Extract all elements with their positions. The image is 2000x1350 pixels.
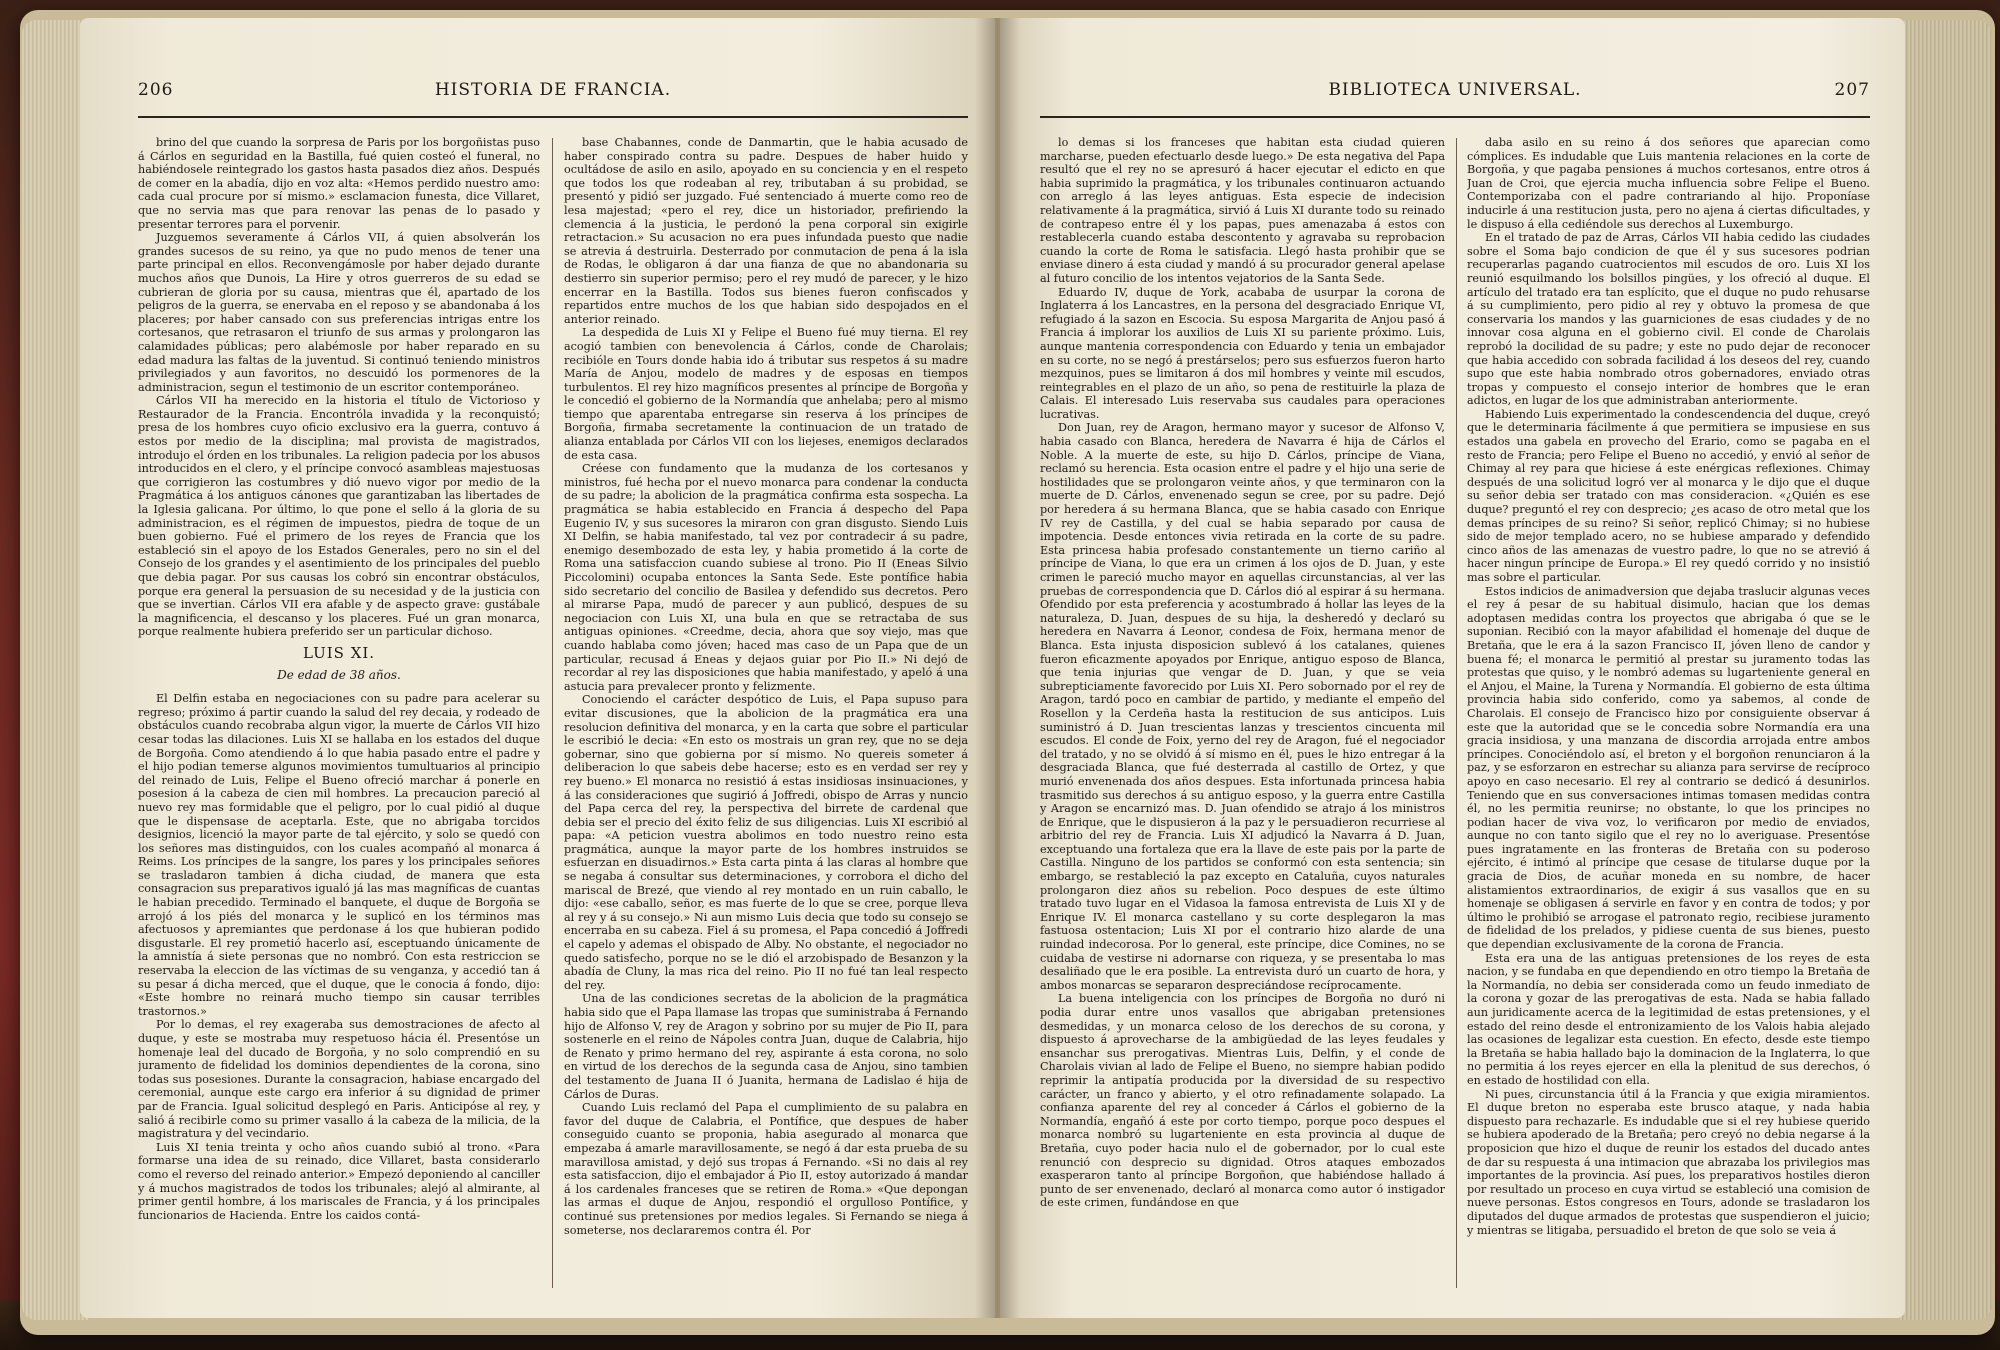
header-rule	[1040, 116, 1870, 118]
left-page	[80, 18, 995, 1318]
left-page-header	[138, 80, 968, 114]
paragraph: En el tratado de paz de Arras, Cárlos VII habia cedido las ciudades sobre el Soma bajo condicion de que él y sus sucesores podrian recuperarlas pagando cuatrocientos mil escudos de oro. Luis XI los reunió esquilmando los bolsillos pingües, y los ofreció al duque. El artículo del tratado era tan esplícito, que el duque no pudo rehusarse á su cumplimiento, pero pidio al rey y obtuvo la promesa de que conservaria los mandos y las guarniciones de esas ciudades y de no innovar cosa alguna en el gobierno civil. El conde de Charolais reprobó la docilidad de su padre; y este no pudo dejar de reconocer que habia accedido con sobrada facilidad á los deseos del rey, cuando supo que este habia nombrado otros gobernadores, enviado otras tropas y compuesto el consejo interior de hombres que le eran adictos, en lugar de los que administraban anteriormente.	[1467, 231, 1870, 408]
paragraph: Don Juan, rey de Aragon, hermano mayor y sucesor de Alfonso V, habia casado con Blanca, heredera de Navarra é hija de Cárlos el Noble. A la muerte de este, su hijo D. Cárlos, príncipe de Viana, reclamó su herencia. Esta ocasion entre el padre y el hijo una serie de hostilidades que se prolongaron veinte años, y que terminaron con la muerte de D. Cárlos, envenenado segun se cree, por su padre. Dejó por heredera á su hermana Blanca, que se habia casado con Enrique IV rey de Castilla, y del cual se habia separado por causa de impotencia. Desde entonces vivia retirada en la corte de su padre. Esta princesa habia profesado constantemente un tierno cariño al príncipe de Viana, lo que era un crimen á los ojos de D. Juan, y este crimen le pareció mucho mayor en aquellas circunstancias, al ver las pruebas de correspondencia que D. Cárlos dió al espirar á su hermana. Ofendido por esta preferencia y acostumbrado á hollar las leyes de la naturaleza, D. Juan, despues de su hija, la desheredó y declaró su heredera en Navarra á Leonor, condesa de Foix, hermana menor de Blanca. Esta injusta disposicion sublevó á los catalanes, quienes fueron eficazmente apoyados por Enrique, antiguo esposo de Blanca, que tenia injurias que vengar de D. Juan, y que se veia subrepticiamente favorecido por Luis XI. Pero sobornado por el rey de Aragon, tardó poco en cambiar de partido, y mediante el empeño del Rosellon y la Cerdeña hasta la restitucion de sus anticipos. Luis suministró á D. Juan trescientas lanzas y trescientos cincuenta mil escudos. El conde de Foix, yerno del rey de Aragon, fué el negociador del tratado, y no se olvidó á sí mismo en él, pues le hizo entregar á la desgraciada Blanca, que fué desterrada al castillo de Ortez, y que murió envenenada dos años despues. Esta infortunada princesa habia trasmitido sus derechos á su antiguo esposo, y la guerra entre Castilla y Aragon se encarnizó mas. D. Juan ofendido se atrajo á los ministros de Enrique, que le dispusieron á la paz y le persuadieron recurriese al arbitrio del rey de Francia. Luis XI adjudicó la Navarra á D. Juan, exceptuando una fortaleza que era la llave de este pais por la parte de Castilla. Ninguno de los partidos se conformó con esta sentencia; sin embargo, se restableció la paz excepto en Cataluña, cuyos naturales prolongaron diez años su rebelion. Poco despues de este último tratado tuvo lugar en el Vidasoa la famosa entrevista de Luis XI y de Enrique IV. El monarca castellano y su corte desplegaron la mas fastuosa ostentacion; Luis XI por el contrario hizo alarde de una ruindad indecorosa. Por lo general, este príncipe, dice Comines, no se cuidaba de vestirse ni adornarse con riqueza, y se presentaba lo mas desaliñado que le era posible. La entrevista duró un cuarto de hora, y ambos monarcas se separaron despreciándose recíprocamente.	[1040, 421, 1445, 992]
section-subtitle: De edad de 38 años.	[277, 667, 401, 682]
header-rule	[138, 116, 968, 118]
page-number: 206	[138, 80, 174, 100]
paragraph: Cuando Luis reclamó del Papa el cumplimiento de su palabra en favor del duque de Calabria, el Pontífice, que despues de haber conseguido cuanto se proponia, habia asegurado al monarca que empezaba á amarle maravillosamente, se negó á dar esta prueba de su maravillosa amistad, y dejó sus tropas á Fernando. «Si no dais al rey esta satisfaccion, dijo el embajador á Pio II, estoy autorizado á mandar á los cardenales franceses que se retiren de Roma.» «Que depongan las armas el duque de Anjou, respondió el orgulloso Pontífice, y continué sus pretensiones por medios legales. Si Fernando se niega á someterse, nos declararemos contra él. Por	[564, 1101, 968, 1237]
paragraph: Por lo demas, el rey exageraba sus demostraciones de afecto al duque, y este se mostraba muy respetuoso hácia él. Presentóse un homenaje leal del ducado de Borgoña, y no solo comprendió en su juramento de fidelidad los dominios dependientes de la corona, sino todas sus posesiones. Durante la consagracion, habiase encargado del ceremonial, aunque este cargo era inferior á su dignidad de primer par de Francia. Igual solicitud desplegó en Paris. Anticipóse al rey, y salió á recibirle como su primer vasallo á la cabeza de la milicia, de la magistratura y del vecindario.	[138, 1018, 540, 1141]
right-column-2	[1467, 136, 1870, 1296]
paragraph: La buena inteligencia con los príncipes de Borgoña no duró ni podia durar entre unos vasallos que abrigaban pretensiones desmedidas, y un monarca celoso de los derechos de su corona, y dispuesto á aprovecharse de la ambigüedad de las leyes feudales y ensanchar sus prerogativas. Mientras Luis, Delfin, y el conde de Charolais vivian al lado de Felipe el Bueno, no siempre habian podido reprimir la antipatía producida por la diversidad de su respectivo carácter, un franco y abierto, y el otro refinadamente solapado. La confianza aparente del rey al conceder á Cárlos el gobierno de la Normandía, engañó á este por corto tiempo, porque poco despues el monarca nombró su lugarteniente en esta provincia al duque de Bretaña, cuyo poder hacia nulo el de gobernador, por lo cual este renunció con desprecio su dignidad. Otros ataques embozados exasperaron tanto al príncipe Borgoñon, que habiéndose hallado á punto de ser envenenado, declaró al monarca como autor ó instigador de este crimen, fundándose en que	[1040, 992, 1445, 1210]
paragraph-group	[564, 136, 968, 1237]
paragraph: Luis XI tenia treinta y ocho años cuando subió al trono. «Para formarse una idea de su reinado, dice Villaret, basta considerarlo como el reverso del reinado anterior.» Empezó deponiendo al canciller y á muchos magistrados de todos los tribunales; alejó al almirante, al primer gentil hombre, á los mariscales de Francia, y á los principales funcionarios de Hacienda. Entre los caidos contá-	[138, 1140, 540, 1222]
column-rule	[552, 138, 553, 1288]
paragraph-group	[138, 692, 540, 1222]
left-column-1	[138, 136, 540, 1296]
paragraph: Estos indicios de animadversion que dejaba traslucir algunas veces el rey á pesar de su habitual disimulo, hacian que los demas adoptasen medidas contra los proyectos que abrigaba ó que se le suponian. Recibió con la mayor afabilidad el homenaje del duque de Bretaña, que le era á la sazon Francisco II, jóven lleno de candor y buena fé; el monarca le permitió al prestar su juramento todas las protestas que quiso, y le nombró ademas su lugarteniente general en el Anjou, el Maine, la Turena y Normandía. El gobierno de esta última provincia habia sido conferido, como ya sabemos, al conde de Charolais. El consejo de Francisco hizo por consiguiente observar á este que la autoridad que se le concedia sobre Normandía era una gracia insidiosa, y una manzana de discordia arrojada entre ambos príncipes. Conociéndolo así, el breton y el borgoñon renunciaron á la paz, y se esforzaron en estrechar su alianza para servirse de recíproco apoyo en caso necesario. El rey al contrario se dedicó á desunirlos. Teniendo que en sus conversaciones intimas tomasen medidas contra él, no les permitia reunirse; no obstante, lo que los principes no podian hacer de viva voz, lo verificaron por medio de enviados, aunque no con tanto sigilo que el rey no lo averiguase. Presentóse pues ingratamente en las fronteras de Bretaña con su poderoso ejército, é intimó al príncipe que cesase de titularse duque por la gracia de Dios, de acuñar moneda en su nombre, de hacer alistamientos extraordinarios, de exigir á sus vasallos que en su homenaje se obligasen á servirle en favor y en contra de todos; y por último le prohibió se arrogase el patronato regio, recibiese juramento de fidelidad de los prelados, y pidiese cuenta de sus bienes, puesto que dependian exclusivamente de la corona de Francia.	[1467, 584, 1870, 952]
right-page-edges	[1900, 20, 1992, 1320]
paragraph: Créese con fundamento que la mudanza de los cortesanos y ministros, fué hecha por el nuevo monarca para condenar la conducta de su padre; la abolicion de la pragmática confirma esta sospecha. La pragmática se habia establecido en Francia á despecho del Papa Eugenio IV, y sus sucesores la miraron con gran disgusto. Siendo Luis XI Delfin, se habia manifestado, tal vez por contradecir á su padre, enemigo desembozado de esta ley, y habia prometido á la corte de Roma una satisfaccion cuando subiese al trono. Pio II (Eneas Silvio Piccolomini) ocupaba entonces la Santa Sede. Este pontífice habia sido secretario del concilio de Basilea y defendido sus decretos. Pero al mirarse Papa, mudó de parecer y aun publicó, despues de su negociacion con Luis XI, una bula en que se retractaba de sus antiguas opiniones. «Creedme, decia, ahora que soy viejo, mas que cuando hablaba como jóven; haced mas caso de un Papa que de un particular, recusad á Eneas y dejaos guiar por Pio II.» Ni dejó de recordar al rey las disposiciones que habia manifestado, y apeló á una astucia para prevalecer pronto y felizmente.	[564, 462, 968, 693]
paragraph: lo demas si los franceses que habitan esta ciudad quieren marcharse, pueden efectuarlo desde luego.» De esta negativa del Papa resultó que el rey no se apresuró á hacer ejecutar el edicto en que habia suprimido la pragmática, y los tribunales continuaron actuando con arreglo á las leyes antiguas. Esta especie de indecision relativamente á la pragmática, sirvió á Luis XI durante todo su reinado de contrapeso entre él y los papas, pues amenazaba á estos con restablecerla cuando estaba descontento y agravaba su reprobacion cuando la corte de Roma le satisfacia. Llegó hasta prohibir que se enviase dinero á esta ciudad y mandó á su procurador general apelase al futuro concilio de los intentos vejatorios de la Santa Sede.	[1040, 136, 1445, 285]
paragraph: daba asilo en su reino á dos señores que aparecian como cómplices. Es indudable que Luis mantenia relaciones en la corte de Borgoña, y que pagaba pensiones á muchos cortesanos, entre otros á Juan de Croi, que ejercia mucha influencia sobre Felipe el Bueno. Contemporizaba con el padre contrariando al hijo. Proponíase inducirle á una restitucion justa, pero no ajena á ciertas dificultades, y le dispuso á ella cediéndole sus derechos al Luxemburgo.	[1467, 136, 1870, 231]
book-gutter	[975, 18, 1020, 1318]
paragraph: Conociendo el carácter despótico de Luis, el Papa supuso para evitar discusiones, que la abolicion de la pragmática era una resolucion definitiva del monarca, y en la carta que sobre el particular le escribió le decia: «En esto os mostrais un gran rey, que no se deja gobernar, sino que gobierna por sí mismo. No quereis someter á deliberacion lo que sabeis debe hacerse; esto es en verdad ser rey y rey bueno.» El monarca no resistió á estas insidiosas insinuaciones, y á las consideraciones que sugirió á Joffredi, obispo de Arras y nuncio del Papa cerca del rey, la perspectiva del birrete de cardenal que debia ser el precio del éxito feliz de sus diligencias. Luis XI escribió al papa: «A peticion vuestra abolimos en todo nuestro reino esta pragmática, aunque la mayor parte de los hombres instruidos se esfuerzan en disuadirnos.» Esta carta pinta á las claras al hombre que se negaba á consultar sus determinaciones, y corrobora el dicho del mariscal de Brezé, que viendo al rey montado en un ruin caballo, le dijo: «ese caballo, señor, es mas fuerte de lo que se cree, porque lleva al rey y á su consejo.» Ni aun mismo Luis decia que todo su consejo se encerraba en su cabeza. Fiel á su promesa, el Papa concedió á Joffredi el capelo y ademas el obispado de Alby. No obstante, el negociador no quedo satisfecho, porque no se le dió el arzobispado de Besanzon y la abadía de Cluny, la mas rica del reino. Pio II no fué tan leal respecto del rey.	[564, 693, 968, 992]
left-column-2	[564, 136, 968, 1296]
paragraph-group	[1467, 136, 1870, 1237]
paragraph: Eduardo IV, duque de York, acababa de usurpar la corona de Inglaterra á los Lancastres, en la persona del desgraciado Enrique VI, refugiado á la sazon en Escocia. Su esposa Margarita de Anjou pasó á Francia á implorar los auxilios de Luis XI su pariente próximo. Luis, aunque mantenia correspondencia con Eduardo y tenia un embajador en su corte, no se negó á prestárselos; pero sus esfuerzos fueron harto mezquinos, pues se limitaron á dos mil hombres y veinte mil escudos, reintegrables en el plazo de un año, so pena de restituirle la plaza de Calais. El interesado Luis reservaba sus caudales para operaciones lucrativas.	[1040, 285, 1445, 421]
left-page-edges	[22, 20, 88, 1320]
paragraph: base Chabannes, conde de Danmartin, que le habia acusado de haber conspirado contra su padre. Despues de haber huido y ocultádose de asilo en asilo, apoyado en su conciencia y en el respeto que todos los que rodeaban al rey, tributaban á su probidad, se presentó y pidió ser juzgado. Fué sentenciado á muerte como reo de lesa majestad; «pero el rey, dice un historiador, prefiriendo la clemencia á la justicia, le perdonó la pena corporal sin exigirle retractacion.» Su acusacion no era pues infundada puesto que nadie se atrevia á destruirla. Desterrado por conmutacion de pena á la isla de Rodas, le obligaron á dar una fianza de que no abandonaria su destierro sin superior permiso; pero el rey mudó de parecer, y le hizo encerrar en la Bastilla. Todos sus bienes fueron confiscados y repartidos entre muchos de los que habian sido despojados en el anterior reinado.	[564, 136, 968, 326]
paragraph: Esta era una de las antiguas pretensiones de los reyes de esta nacion, y se fundaba en que dependiendo en otro tiempo la Bretaña de la Normandía, no debia ser considerada como un feudo inmediato de la corona y gozar de las prerogativas de esta. Nada se habia fallado aun juridicamente acerca de la legitimidad de estas pretensiones, y el estado del reino desde el entronizamiento de los Valois habia alejado las ocasiones de legalizar esta cuestion. En efecto, desde este tiempo la Bretaña se habia hallado bajo la dominacion de la Inglaterra, lo que no permitia á los reyes ejercer en ella la plenitud de sus derechos, ó en estado de hostilidad con ella.	[1467, 951, 1870, 1087]
paragraph: Una de las condiciones secretas de la abolicion de la pragmática habia sido que el Papa llamase las tropas que suministraba á Fernando hijo de Alfonso V, rey de Aragon y sobrino por su mujer de Pio II, para sostenerle en el reino de Nápoles contra Juan, duque de Calabria, hijo de Renato y primo hermano del rey, aspirante á esta corona, no solo en virtud de los derechos de la segunda casa de Anjou, sino tambien del testamento de Juana II ó Juanita, hermana de Ladislao é hija de Cárlos de Duras.	[564, 992, 968, 1101]
running-title: HISTORIA DE FRANCIA.	[434, 80, 672, 100]
right-column-1	[1040, 136, 1445, 1296]
paragraph: La despedida de Luis XI y Felipe el Bueno fué muy tierna. El rey acogió tambien con benevolencia á Cárlos, conde de Charolais; recibióle en Tours donde habia ido á tributar sus respetos á su madre María de Anjou, modelo de madres y de esposas en tiempos turbulentos. El rey hizo magníficos presentes al príncipe de Borgoña y le concedió el gobierno de la Normandía que anhelaba; pero al mismo tiempo que aparentaba entregarse sin reserva á los príncipes de Borgoña, firmaba secretamente la continuacion de un tratado de alianza entablada por Cárlos VII con los liejeses, enemigos declarados de esta casa.	[564, 326, 968, 462]
paragraph: Habiendo Luis experimentado la condescendencia del duque, creyó que le determinaria fácilmente á que permitiera se impusiese en sus estados una gabela en provecho del Erario, como se pagaba en el resto de Francia; pero Felipe el Bueno no accedió, y envió al señor de Chimay al rey para que hiciese á este enérgicas reflexiones. Chimay después de una solicitud logró ver al monarca y le dijo que el duque su señor debia ser tratado con mas consideracion. «¿Quién es ese duque? preguntó el rey con desprecio; ¿es acaso de otro metal que los demas príncipes de su reino? Si señor, replicó Chimay; si no hubiese sido de mejor templado acero, no se hubiese amparado y defendido cinco años de las amenazas de vuestro padre, lo que no se atrevió á hacer ningun príncipe de Europa.» El rey quedó corrido y no insistió mas sobre el particular.	[1467, 407, 1870, 584]
paragraph: Ni pues, circunstancia útil á la Francia y que exigia miramientos. El duque breton no esperaba este brusco ataque, y nada habia dispuesto para rechazarle. Es indudable que si el rey hubiese querido se hubiera apoderado de la Bretaña; pero creyó no debia negarse á la proposicion que hizo el duque de reunir los estados del ducado antes de dar su respuesta á una intimacion que abrazaba los privilegios mas importantes de la provincia. Así pues, los preparativos hostiles dieron por resultado un proceso en cuya virtud se estableció una comision de nueve personas. Estos congresos en Tours, adonde se trasladaron los diputados del duque armados de protestas que suspendieron el juicio; y mientras se litigaba, persuadido el breton de que solo se veia á	[1467, 1087, 1870, 1237]
page-number: 207	[1834, 80, 1870, 100]
paragraph-group	[138, 136, 540, 639]
paragraph-group	[1040, 136, 1445, 1210]
paragraph: Juzguemos severamente á Cárlos VII, á quien absolverán los grandes sucesos de su reino, ya que no pudo menos de tener una parte principal en ellos. Reconvengámosle por haber dejado durante muchos años que Dunois, La Hire y otros guerreros de su edad se cubrieran de gloria por su causa, mientras que él, apartado de los peligros de la guerra, se enervaba en el reposo y se abandonaba á los placeres; por haber cansado con sus preferencias intrigas entre los cortesanos, que retrasaron el triunfo de sus armas y prolongaron las calamidades públicas; pero alabémosle por haber reparado en su edad madura las faltas de la juventud. Si continuó teniendo ministros privilegiados y aun favoritos, no descuidó los pormenores de la administracion, segun el testimonio de un escritor contemporáneo.	[138, 231, 540, 394]
column-rule	[1456, 138, 1457, 1288]
right-page	[1000, 18, 1905, 1318]
right-page-header	[1040, 80, 1870, 114]
running-title: BIBLIOTECA UNIVERSAL.	[1328, 80, 1582, 100]
paragraph: Cárlos VII ha merecido en la historia el título de Victorioso y Restaurador de la Francia. Encontróla invadida y la reconquistó; presa de los hombres cuyo oficio exclusivo era la guerra, contuvo á estos por medio de la disciplina; mal provista de magistrados, introdujo el órden en los tribunales. La religion padecia por los abusos introducidos en el clero, y el príncipe convocó asambleas majestuosas que corrigieron las costumbres y dió nuevo vigor por medio de la Pragmática á los antiguos cánones que garantizaban las libertades de la Iglesia galicana. Por último, lo que pone el sello á la gloria de su administracion, es el régimen de impuestos, piedra de toque de un buen gobierno. Fué el primero de los reyes de Francia que los estableció sin el apoyo de los Estados Generales, pero no sin el del Consejo de los grandes y el asentimiento de los principales del pueblo que debia pagar. Por sus causas los cobró sin encontrar obstáculos, porque era general la persuasion de su necesidad y de la justicia con que se invertian. Cárlos VII era afable y de aspecto grave: gustábale la magnificencia, el descanso y los placeres. Fué un gran monarca, porque realmente hubiera preferido ser un particular dichoso.	[138, 394, 540, 639]
paragraph: brino del que cuando la sorpresa de Paris por los borgoñistas puso á Cárlos en seguridad en la Bastilla, fué quien costeó el funeral, no habiéndosele reintegrado los gastos hasta pasados diez años. Después de comer en la abadía, dijo en voz alta: «Hemos perdido nuestro amo: cada cual procure por sí mismo.» esclamacion funesta, dice Villaret, que no servia mas que para renovar las penas de lo pasado y presentar terrores para el porvenir.	[138, 136, 540, 231]
paragraph: El Delfin estaba en negociaciones con su padre para acelerar su regreso; próximo á partir cuando la salud del rey decaia, y rodeado de obstáculos cuando recobraba algun vigor, la muerte de Cárlos VII hizo cesar todas las dilaciones. Luis XI se hallaba en los estados del duque de Borgoña. Como atendiendo á lo que habia pasado entre el padre y el hijo podian temerse algunos movimientos tumultuarios al principio del reinado de Luis, Felipe el Bueno ofreció marchar á ponerle en posesion á la cabeza de cien mil hombres. La precaucion pareció al nuevo rey mas formidable que el peligro, por lo cual pidió al duque que le dispensase de aceptarla. Este, que no abrigaba torcidos designios, licenció la mayor parte de tal ejército, y solo se quedó con los señores mas distinguidos, con los cuales acompañó al monarca á Reims. Los príncipes de la sangre, los pares y los principales señores se trasladaron tambien á dicha ciudad, de manera que esta consagracion sus preparativos igualó já las mas magníficas de cuantas le habian precedido. Terminado el banquete, el duque de Borgoña se arrojó á los piés del monarca y le suplicó en los términos mas afectuosos y apremiantes que perdonase á los que hubieran podido disgustarle. El rey prometió hacerlo así, esceptuando únicamente de la amnistía á siete personas que no nombró. Con esta restriccion se reservaba la eleccion de las víctimas de su venganza, y accedió tan á su pesar á dicha merced, que el duque, que le conocia á fondo, dijo: «Este hombre no reinará mucho tiempo sin causar terribles trastornos.»	[138, 692, 540, 1018]
section-title: LUIS XI.	[302, 643, 376, 662]
